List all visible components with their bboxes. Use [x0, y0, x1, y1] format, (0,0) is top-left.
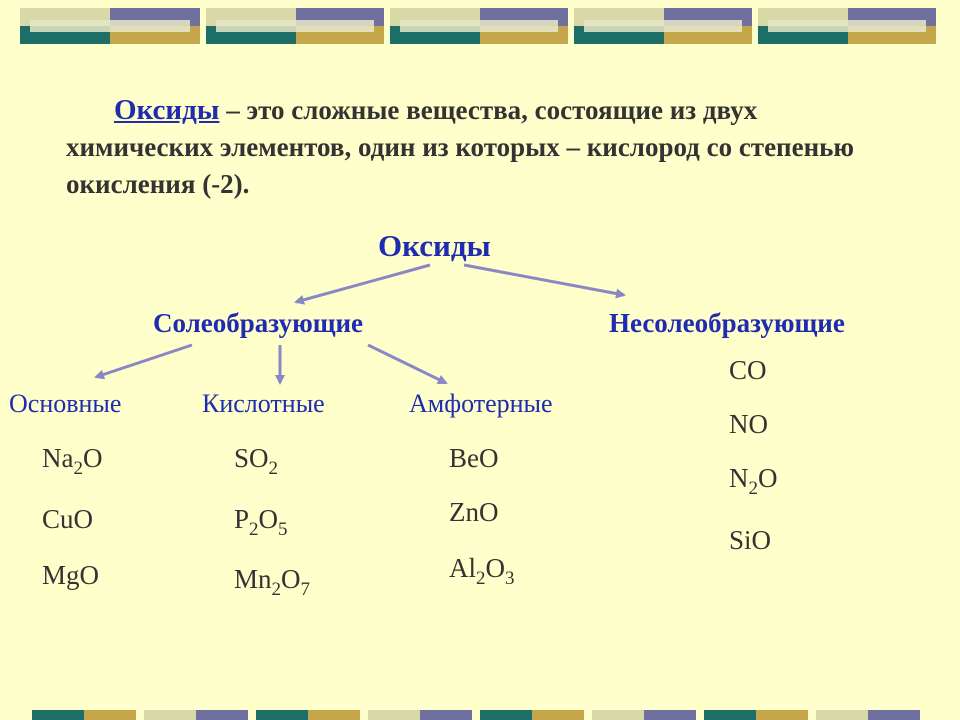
oxide-formula: SiO — [729, 525, 772, 555]
oxide-formula: $Na_2O$ — [42, 443, 103, 479]
oxide-formula: $N_2O$ — [729, 463, 778, 499]
oxide-formula: $Mn_2O_7$ — [234, 564, 311, 600]
arrow-to-amphoteric — [368, 345, 446, 383]
non-salt-forming-label: Несолеобразующие — [609, 308, 845, 338]
oxide-formula: $Al_2O_3$ — [449, 553, 515, 589]
oxide-formula: ZnO — [449, 497, 499, 527]
basic-category-label: Основные — [9, 389, 122, 418]
salt-forming-label: Солеобразующие — [153, 308, 364, 338]
oxide-formula: CO — [729, 355, 767, 385]
acidic-category-label: Кислотные — [202, 389, 325, 418]
arrow-to-non-salt-forming — [464, 265, 624, 295]
oxide-formula: $SO_2$ — [234, 443, 279, 479]
arrow-to-basic — [96, 345, 192, 377]
oxide-formula: $P_2O_5$ — [234, 504, 288, 540]
amphoteric-category-label: Амфотерные — [409, 389, 553, 418]
definition-text: – это сложные вещества, состоящие из двух химических элементов, один из которых – кислород со степенью окисления (-2). — [66, 95, 855, 199]
oxide-formula: BeO — [449, 443, 499, 473]
oxide-formula: NO — [729, 409, 768, 439]
diagram-root-title: Оксиды — [378, 228, 491, 263]
arrow-to-salt-forming — [296, 265, 430, 302]
definition-term: Оксиды — [114, 94, 220, 126]
oxide-formula: MgO — [42, 560, 100, 590]
oxide-formula: CuO — [42, 504, 94, 534]
